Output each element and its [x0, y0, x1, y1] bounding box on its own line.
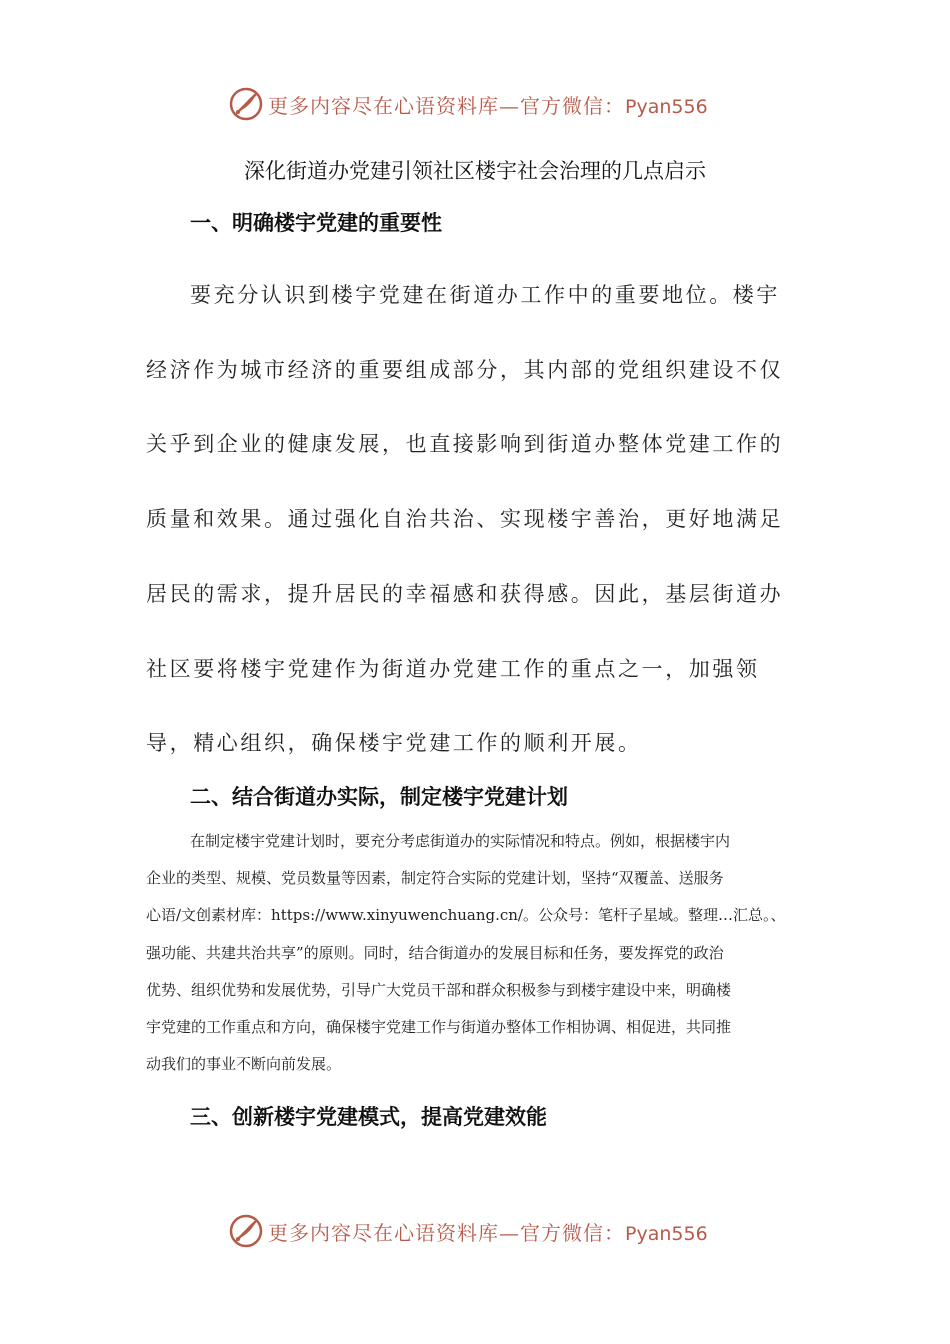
paragraph-line: 心语/文创素材库：https://www.xinyuwenchuang.cn/。公众号：笔杆子星域。整理…汇总。、 — [146, 906, 786, 925]
banner-text: 更多内容尽在心语资料库—官方微信：Pyan556 — [268, 1220, 708, 1245]
header-banner — [228, 84, 708, 124]
footer-banner — [228, 1211, 708, 1251]
section-2-paragraph — [146, 823, 796, 1083]
paragraph-line: 优势、组织优势和发展优势，引导广大党员干部和群众积极参与到楼宇建设中来，明确楼 — [146, 980, 732, 999]
banner-text: 更多内容尽在心语资料库—官方微信：Pyan556 — [268, 93, 708, 118]
section-1-paragraph: 要充分认识到楼宇党建在街道办工作中的重要地位。楼宇经济作为城市经济的重要组成部分，其内部的党组织建设不仅关乎到企业的健康发展，也直接影响到街道办整体党建工作的质量和效果。通过强化自治共治、实现楼宇善治，更好地满足居民的需求，提升居民的幸福感和获得感。因此，基层街道办社区要将楼宇党建作为街道办党建工作的重点之一，加强领导，精心组织，确保楼宇党建工作的顺利开展。 — [146, 283, 784, 756]
quill-logo-icon — [228, 86, 264, 122]
document-title: 深化街道办党建引领社区楼宇社会治理的几点启示 — [244, 159, 706, 183]
section-1-heading: 一、明确楼宇党建的重要性 — [190, 211, 442, 235]
paragraph-line: 动我们的事业不断向前发展。 — [146, 1055, 342, 1074]
section-3-heading: 三、创新楼宇党建模式，提高党建效能 — [190, 1105, 547, 1129]
quill-logo-icon — [228, 1213, 264, 1249]
paragraph-line: 在制定楼宇党建计划时，要充分考虑街道办的实际情况和特点。例如，根据楼宇内 — [190, 832, 731, 850]
paragraph-line: 宇党建的工作重点和方向，确保楼宇党建工作与街道办整体工作相协调、相促进，共同推 — [146, 1018, 732, 1037]
paragraph-line: 强功能、共建共治共享”的原则。同时，结合街道办的发展目标和任务，要发挥党的政治 — [146, 943, 724, 962]
section-2-heading: 二、结合街道办实际，制定楼宇党建计划 — [190, 785, 568, 809]
paragraph-line: 企业的类型、规模、党员数量等因素，制定符合实际的党建计划，坚持“双覆盖、送服务 — [146, 869, 724, 888]
